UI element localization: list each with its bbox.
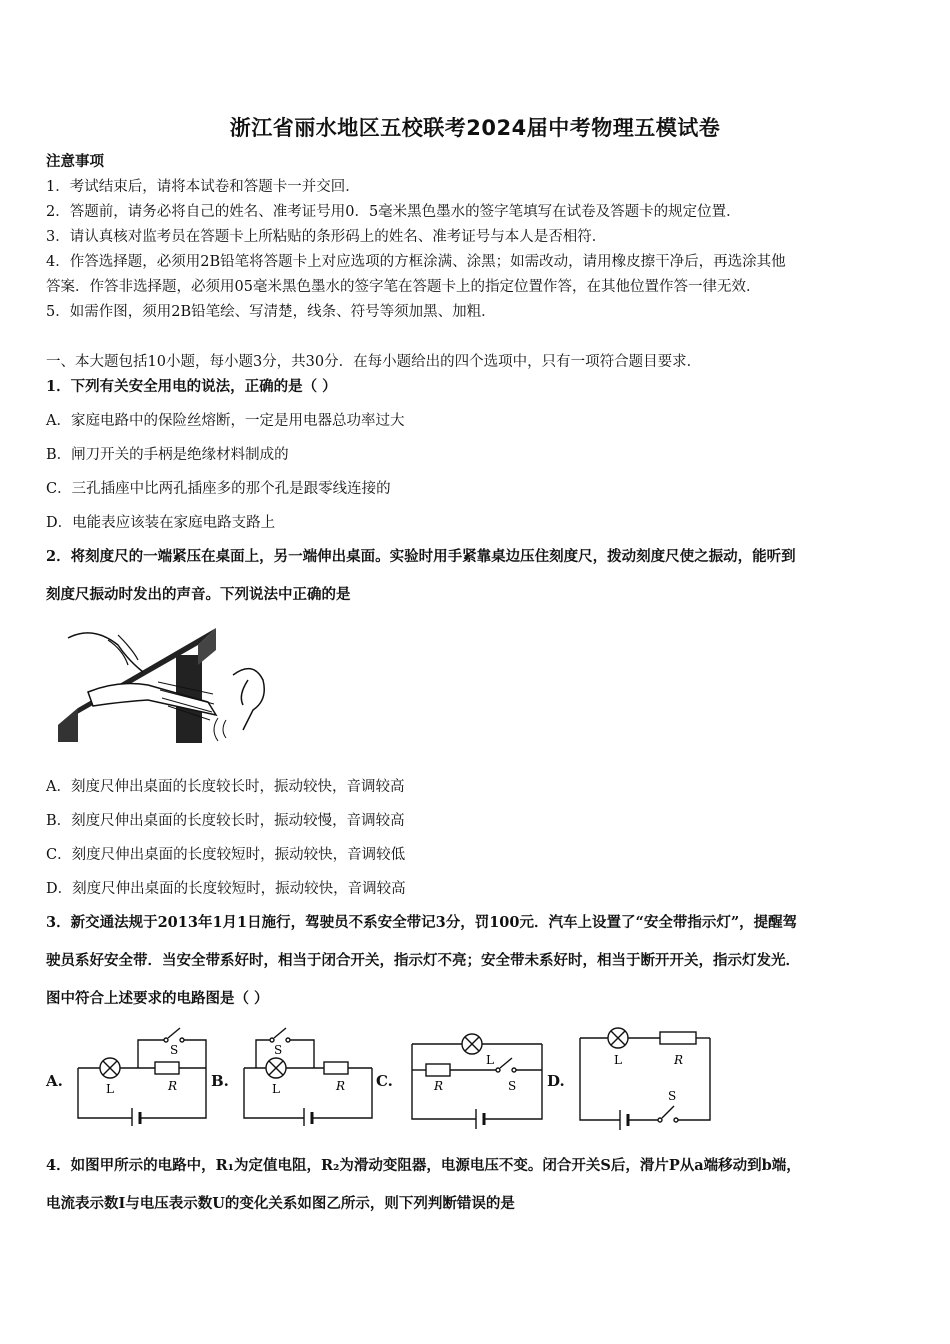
resistor-label: R xyxy=(434,1079,444,1093)
circuit-diagram-d xyxy=(574,1022,719,1134)
circuit-b-label: B. xyxy=(211,1072,229,1090)
resistor-label: R xyxy=(168,1079,178,1093)
question-3-stem-cont2: 图中符合上述要求的电路图是（ ） xyxy=(46,990,269,1007)
page-title: 浙江省丽水地区五校联考2024届中考物理五模试卷 xyxy=(229,116,721,140)
switch-label: S xyxy=(170,1043,179,1057)
circuit-diagram-b xyxy=(236,1018,376,1126)
notice-item: 答案．作答非选择题，必须用05毫米黑色墨水的签字笔在答题卡上的指定位置作答，在其他位置作答一律无效． xyxy=(46,279,761,295)
notice-item: 5．如需作图，须用2B铅笔绘、写清楚，线条、符号等须加黑、加粗． xyxy=(46,304,496,320)
switch-label: S xyxy=(668,1089,677,1103)
circuit-a-label: A. xyxy=(46,1072,63,1090)
question-2-option-c: C．刻度尺伸出桌面的长度较短时，振动较快，音调较低 xyxy=(46,847,406,863)
question-1-option-d: D．电能表应该装在家庭电路支路上 xyxy=(46,515,276,531)
question-1-option-a: A．家庭电路中的保险丝熔断，一定是用电器总功率过大 xyxy=(46,413,405,429)
circuit-diagram-a xyxy=(70,1018,210,1126)
circuit-diagram-c xyxy=(404,1024,549,1132)
question-1-option-b: B．闸刀开关的手柄是绝缘材料制成的 xyxy=(46,447,289,463)
question-2-stem: 2．将刻度尺的一端紧压在桌面上，另一端伸出桌面。实验时用手紧靠桌边压住刻度尺，拨动刻度尺使之振动，能听到 xyxy=(46,548,796,565)
lamp-label: L xyxy=(486,1053,494,1067)
question-2-option-d: D．刻度尺伸出桌面的长度较短时，振动较快，音调较高 xyxy=(46,881,406,897)
question-4-stem: 4．如图甲所示的电路中，R₁为定值电阻，R₂为滑动变阻器，电源电压不变。闭合开关S后，滑片P从a端移动到b端， xyxy=(46,1157,801,1174)
resistor-label: R xyxy=(674,1053,684,1067)
notice-item: 4．作答选择题，必须用2B铅笔将答题卡上对应选项的方框涂满、涂黑；如需改动，请用橡皮擦干净后，再选涂其他 xyxy=(46,254,786,270)
question-1-stem: 1．下列有关安全用电的说法，正确的是（ ） xyxy=(46,378,337,395)
question-3-stem: 3．新交通法规于2013年1月1日施行，驾驶员不系安全带记3分，罚100元．汽车上设置了“安全带指示灯”，提醒驾 xyxy=(46,914,798,931)
notice-item: 2．答题前，请务必将自己的姓名、准考证号用0．5毫米黑色墨水的签字笔填写在试卷及答题卡的规定位置． xyxy=(46,204,741,220)
ruler-vibration-illustration xyxy=(48,620,288,745)
switch-label: S xyxy=(508,1079,517,1093)
question-1-option-c: C．三孔插座中比两孔插座多的那个孔是跟零线连接的 xyxy=(46,481,391,497)
question-3-stem-cont: 驶员系好安全带．当安全带系好时，相当于闭合开关，指示灯不亮；安全带未系好时，相当于断开开关，指示灯发光． xyxy=(46,952,800,969)
section-heading: 一、本大题包括10小题，每小题3分，共30分．在每小题给出的四个选项中，只有一项符合题目要求． xyxy=(46,354,702,370)
circuit-d-label: D. xyxy=(547,1072,565,1090)
lamp-label: L xyxy=(614,1053,622,1067)
circuit-c-label: C. xyxy=(376,1072,393,1090)
lamp-label: L xyxy=(106,1082,114,1096)
question-2-stem-cont: 刻度尺振动时发出的声音。下列说法中正确的是 xyxy=(46,586,351,603)
lamp-label: L xyxy=(272,1082,280,1096)
question-4-stem-cont: 电流表示数I与电压表示数U的变化关系如图乙所示，则下列判断错误的是 xyxy=(46,1195,515,1212)
notice-item: 1．考试结束后，请将本试卷和答题卡一并交回． xyxy=(46,179,360,195)
resistor-label: R xyxy=(336,1079,346,1093)
question-2-option-b: B．刻度尺伸出桌面的长度较长时，振动较慢，音调较高 xyxy=(46,813,405,829)
question-2-option-a: A．刻度尺伸出桌面的长度较长时，振动较快，音调较高 xyxy=(46,779,405,795)
switch-label: S xyxy=(274,1043,283,1057)
notice-item: 3．请认真核对监考员在答题卡上所粘贴的条形码上的姓名、准考证号与本人是否相符． xyxy=(46,229,607,245)
notice-heading: 注意事项 xyxy=(46,153,104,170)
